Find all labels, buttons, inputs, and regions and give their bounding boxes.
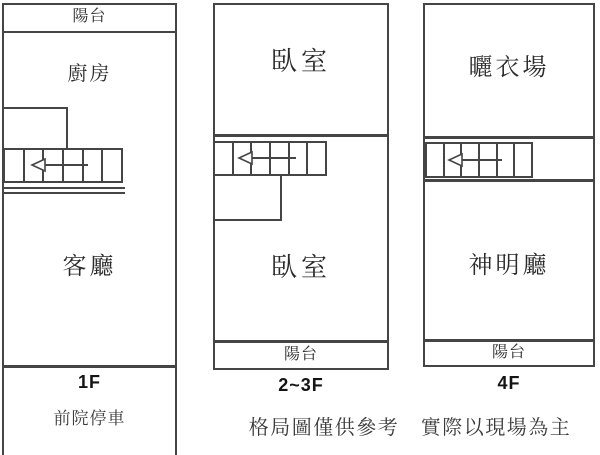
room-label-bedroom-upper: 臥室 xyxy=(270,46,331,76)
disclaimer-text: 格局圖僅供參考 實際以現場為主 xyxy=(248,417,572,439)
room-label-kitchen: 廚房 xyxy=(67,63,112,85)
room-label-balcony-2-3f: 陽台 xyxy=(283,346,318,363)
stair-direction-line xyxy=(251,157,296,159)
stair-step xyxy=(5,150,25,181)
wall-line xyxy=(423,179,595,182)
wall-line xyxy=(213,134,389,137)
wall-line xyxy=(423,339,595,342)
stair-direction-arrow-icon xyxy=(447,152,463,168)
wall-line xyxy=(280,176,282,221)
stair-step xyxy=(215,143,234,174)
room-label-living-room: 客廳 xyxy=(62,253,117,280)
room-label-bedroom-lower: 臥室 xyxy=(270,252,331,282)
wall-line xyxy=(2,192,125,194)
wall-line xyxy=(2,187,125,189)
stair-step xyxy=(103,150,121,181)
wall-line xyxy=(2,365,177,368)
room-label-drying-area: 曬衣場 xyxy=(468,54,550,81)
floor-label-2-3f: 2~3F xyxy=(278,375,324,395)
stair-direction-arrow-icon xyxy=(30,157,46,173)
stair-direction-arrow-icon xyxy=(237,150,253,166)
caption-front-yard-parking: 前院停車 xyxy=(53,409,126,428)
stair-step xyxy=(515,144,531,176)
wall-line xyxy=(213,340,389,343)
wall-line xyxy=(423,136,595,139)
room-label-balcony-1f: 陽台 xyxy=(72,8,107,25)
stair-step xyxy=(427,144,445,176)
wall-line xyxy=(215,219,282,221)
room-label-worship-hall: 神明廳 xyxy=(468,252,550,279)
floor-label-4f: 4F xyxy=(497,373,521,393)
stair-direction-line xyxy=(44,164,88,166)
stair-step xyxy=(308,143,325,174)
wall-line xyxy=(4,107,68,109)
floor-label-1f: 1F xyxy=(77,372,101,392)
room-label-balcony-4f: 陽台 xyxy=(491,344,526,361)
stair-direction-line xyxy=(461,159,502,161)
wall-line xyxy=(2,31,177,33)
